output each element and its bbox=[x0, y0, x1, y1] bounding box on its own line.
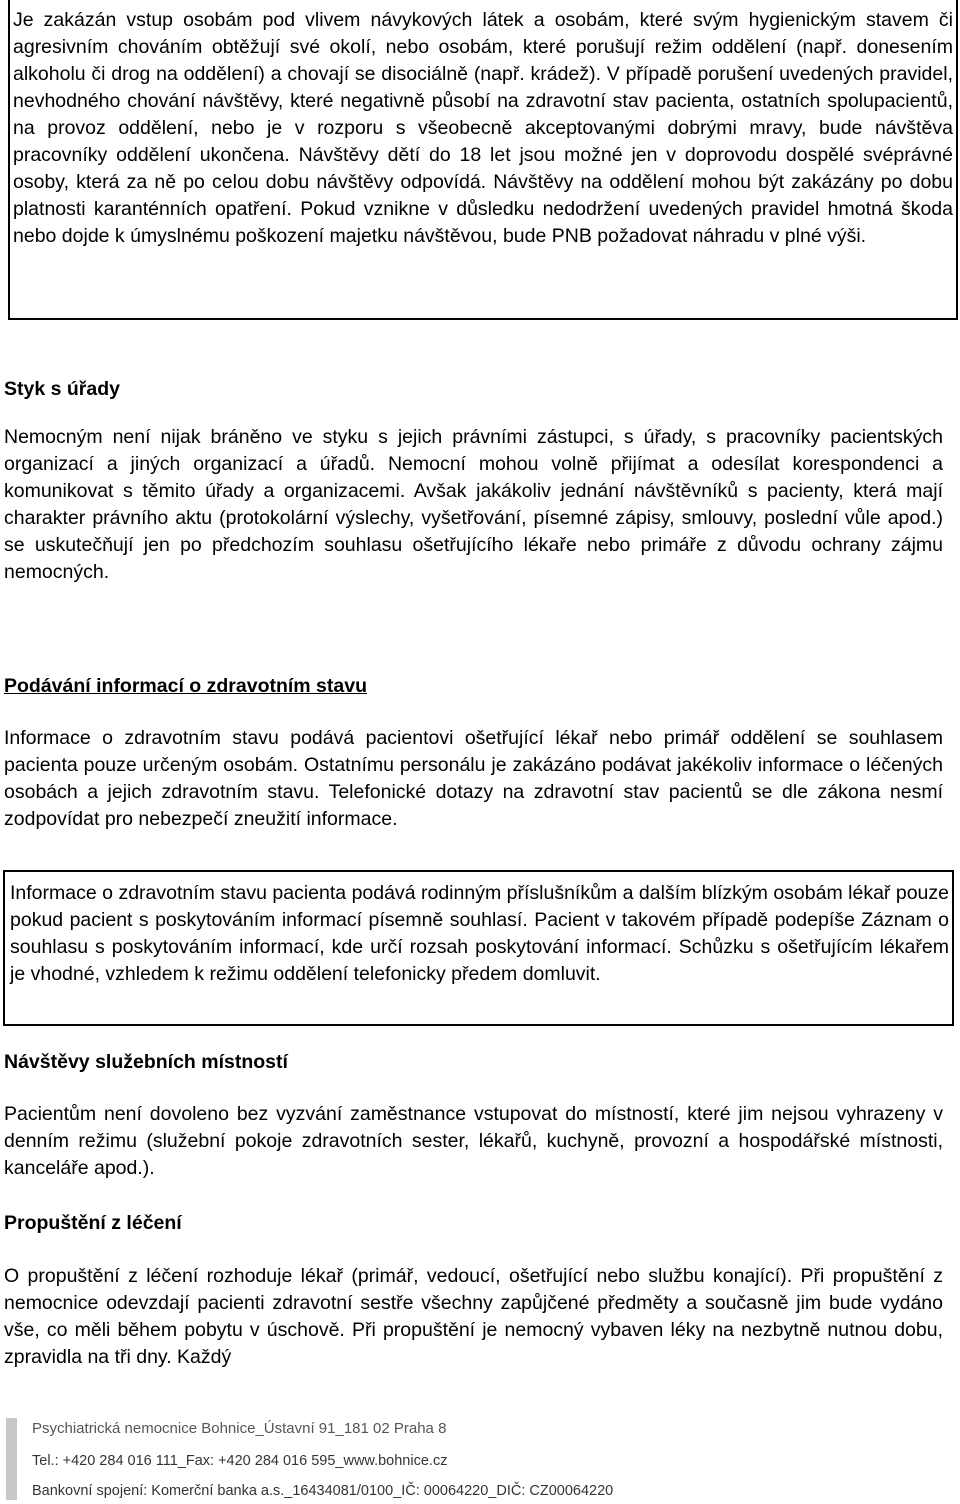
visitor-rules-box bbox=[8, 0, 958, 320]
heading-styk-s-urady: Styk s úřady bbox=[4, 378, 120, 400]
visitor-rules-text: Je zakázán vstup osobám pod vlivem návykových látek a osobám, které svým hygienickým stavem či agresivním chováním obtěžují své okolí, nebo osobám, které porušují režim oddělení (např. donesením alkoholu či drog na oddělení) a chovají se disociálně (např. krádež). V případě porušení uvedených pravidel, nevhodného chování návštěvy, které negativně působí na zdravotní stav pacienta, ostatních spolupacientů, na provoz oddělení, nebo je v rozporu s všeobecně akceptovanými dobrými mravy, bude návštěva pracovníky oddělení ukončena. Návštěvy dětí do 18 let jsou možné jen v doprovodu dospělé svéprávné osoby, která za ně po celou dobu návštěvy odpovídá. Návštěvy na oddělení mohou být zakázány po dobu platnosti karanténních opatření. Pokud vznikne v důsledku nedodržení uvedených pravidel hmotná škoda nebo dojde k úmyslnému poškození majetku návštěvou, bude PNB požadovat náhradu v plné výši. bbox=[13, 9, 953, 247]
section-styk-s-urady bbox=[4, 376, 943, 586]
family-information-box bbox=[3, 870, 954, 1026]
paragraph-propusteni-z-leceni: O propuštění z léčení rozhoduje lékař (primář, vedoucí, ošetřující nebo službu konající). Při propuštění z nemocnice odevzdají pacienti zdravotní sestře všechny zapůjčené předměty a současně jim bude vydáno vše, co měli během pobytu v úschově. Při propuštění je nemocný vybaven léky na nezbytně nutnou dobu, zpravidla na tři dny. Každý bbox=[4, 1265, 943, 1368]
section-navstevy-sluzebnich-mistnosti bbox=[4, 1049, 943, 1182]
footer-contact: Tel.: +420 284 016 111_Fax: +420 284 016 595_www.bohnice.cz bbox=[32, 1453, 448, 1469]
footer-address: Psychiatrická nemocnice Bohnice_Ústavní 91_181 02 Praha 8 bbox=[32, 1420, 447, 1437]
section-podavani-informaci bbox=[4, 673, 943, 833]
paragraph-navstevy-sluzebnich-mistnosti: Pacientům není dovoleno bez vyzvání zaměstnance vstupovat do místností, které jim nejsou vyhrazeny v denním režimu (služební pokoje zdravotních sester, lékařů, kuchyně, provozní a hospodářské místnosti, kanceláře apod.). bbox=[4, 1103, 943, 1179]
footer-accent-bar bbox=[6, 1418, 17, 1500]
paragraph-styk-s-urady: Nemocným není nijak bráněno ve styku s jejich právními zástupci, s úřady, s pracovníky pacientských organizací a jiných organizací a úřadů. Nemocní mohou volně přijímat a odesílat korespondenci a komunikovat s těmito úřady a organizacemi. Avšak jakákoliv jednání návštěvníků s pacienty, která mají charakter právního aktu (protokolární výslechy, vyšetřování, písemné zápisy, smlouvy, poslední vůle apod.) se uskutečňují jen po předchozím souhlasu ošetřujícího lékaře nebo primáře z důvodu ochrany zájmu nemocných. bbox=[4, 426, 943, 583]
paragraph-podavani-informaci: Informace o zdravotním stavu podává pacientovi ošetřující lékař nebo primář oddělení se souhlasem pacienta pouze určeným osobám. Ostatnímu personálu je zakázáno podávat jakékoliv informace o léčených osobách a jejich zdravotním stavu. Telefonické dotazy na zdravotní stav pacientů se dle zákona nesmí zodpovídat pro nebezpečí zneužití informace. bbox=[4, 727, 943, 830]
footer-bank-details: Bankovní spojení: Komerční banka a.s._16434081/0100_IČ: 00064220_DIČ: CZ00064220 bbox=[32, 1483, 614, 1499]
section-propusteni-z-leceni bbox=[4, 1210, 943, 1371]
heading-navstevy-sluzebnich-mistnosti: Návštěvy služebních místností bbox=[4, 1051, 288, 1073]
family-information-text: Informace o zdravotním stavu pacienta podává rodinným příslušníkům a dalším blízkým osobám lékař pouze pokud pacient s poskytováním informací písemně souhlasí. Pacient v takovém případě podepíše Záznam o souhlasu s poskytováním informací, kde určí rozsah poskytování informací. Schůzku s ošetřujícím lékařem je vhodné, vzhledem k režimu oddělení telefonicky předem domluvit. bbox=[10, 882, 949, 985]
heading-propusteni-z-leceni: Propuštění z léčení bbox=[4, 1212, 182, 1234]
heading-podavani-informaci: Podávání informací o zdravotním stavu bbox=[4, 675, 367, 697]
page-footer bbox=[0, 1416, 960, 1504]
